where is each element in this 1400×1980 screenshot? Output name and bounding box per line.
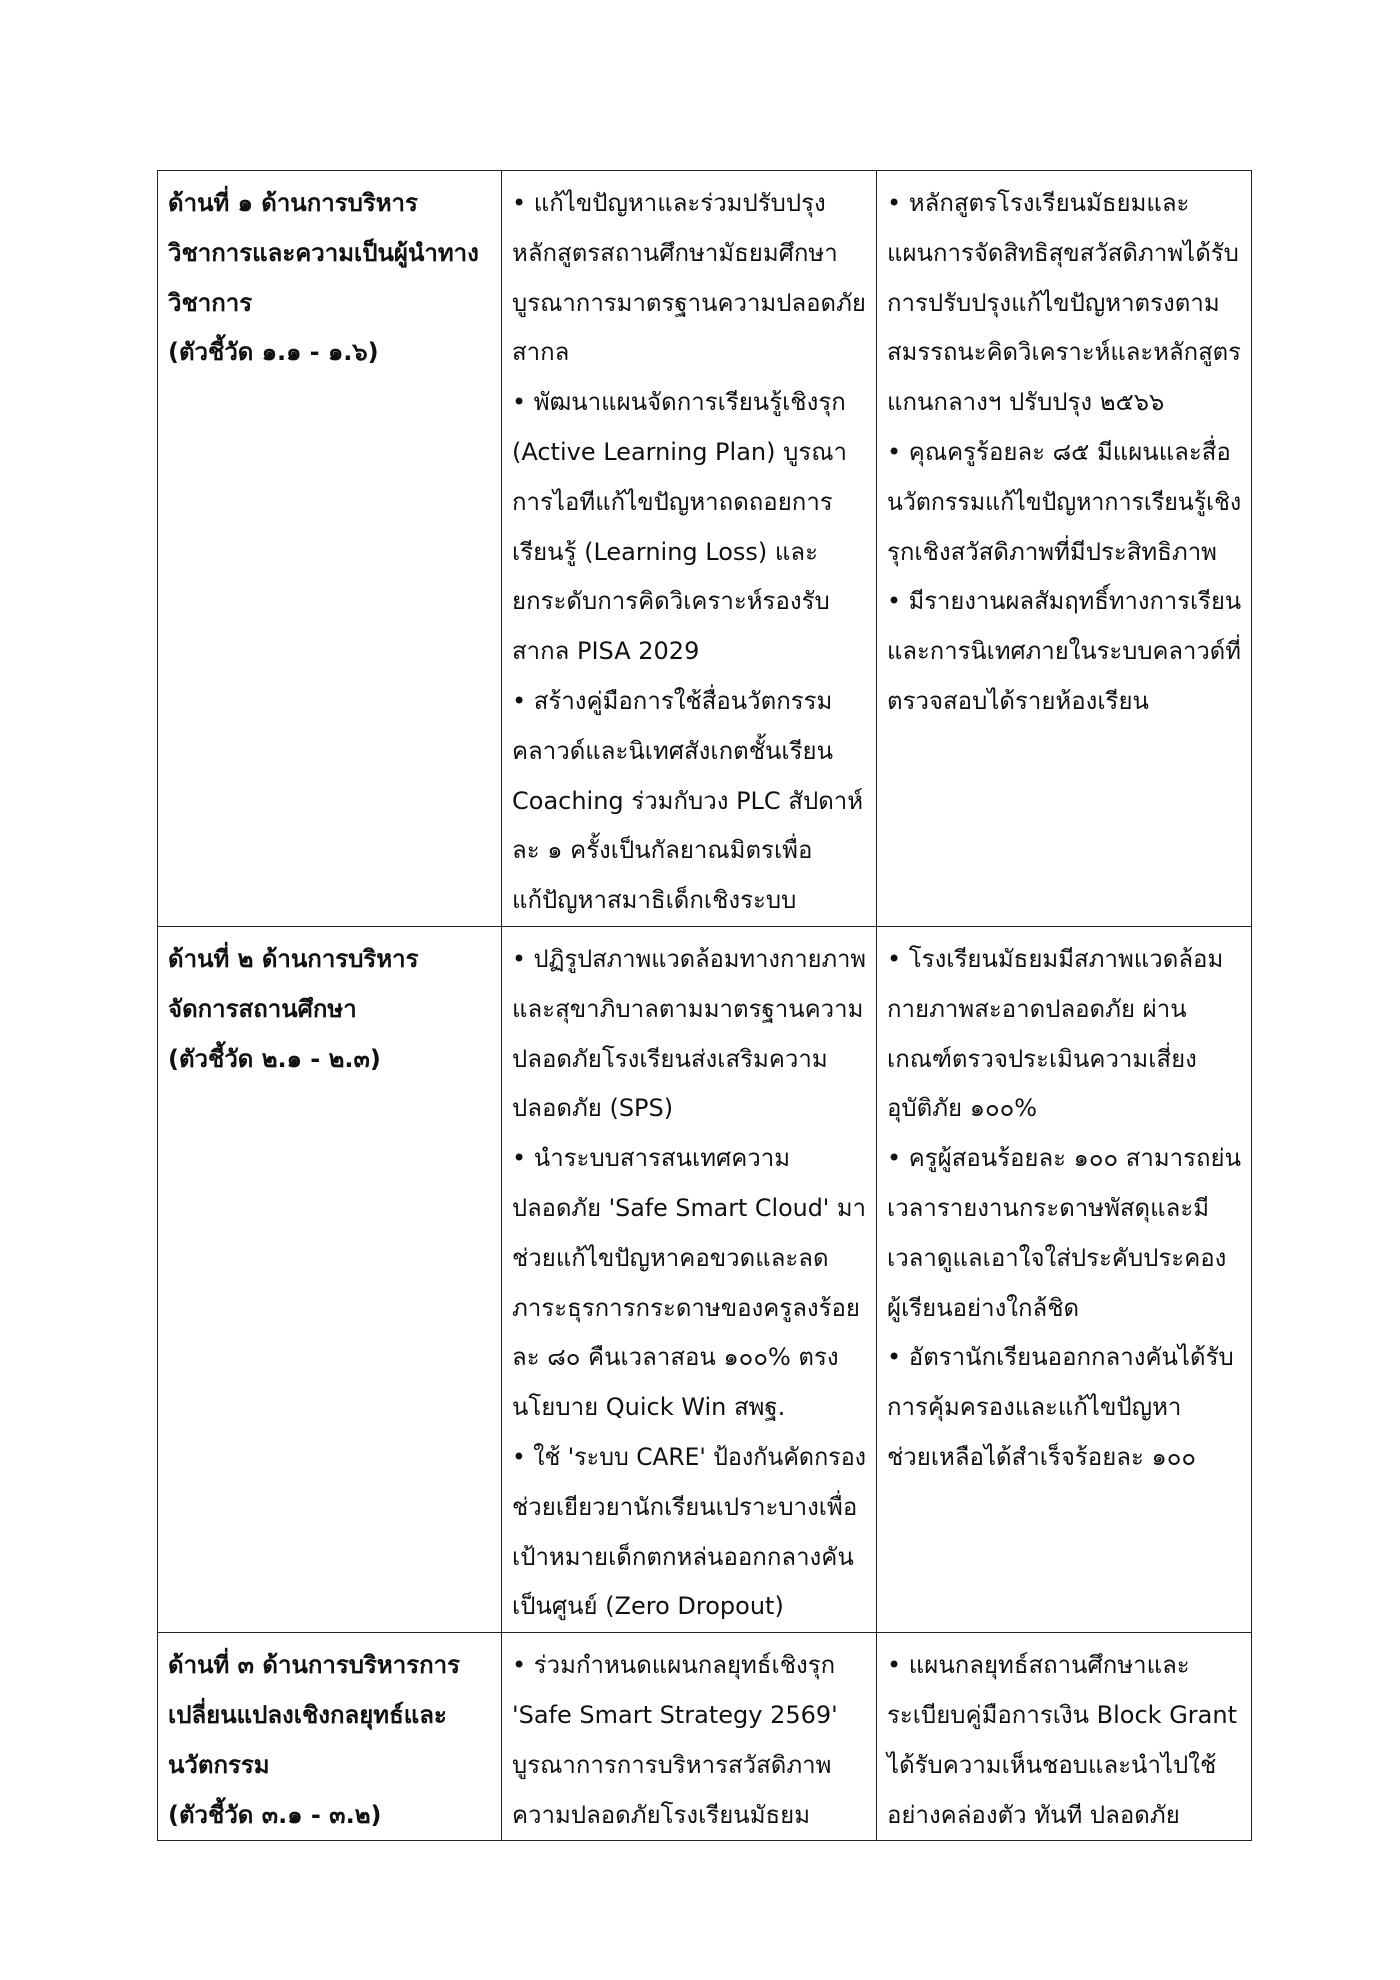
text-line: • หลักสูตรโรงเรียนมัธยมและ	[887, 189, 1190, 217]
aspect-text	[168, 935, 491, 1084]
actions-cell	[502, 926, 877, 1632]
text-line: รุกเชิงสวัสดิภาพที่มีประสิทธิภาพ	[887, 537, 1217, 566]
text-line: นโยบาย Quick Win สพฐ.	[512, 1393, 786, 1422]
aspect-text	[168, 179, 491, 378]
aspect-cell	[158, 1633, 502, 1841]
text-line: • โรงเรียนมัธยมมีสภาพแวดล้อม	[887, 944, 1224, 973]
text-line: ภาระธุรการกระดาษของครูลงร้อย	[512, 1293, 860, 1322]
text-line: ด้านที่ ๒ ด้านการบริหาร	[168, 944, 419, 973]
text-line: เรียนรู้ (Learning Loss) และ	[512, 537, 818, 566]
outcomes-cell	[877, 171, 1252, 927]
text-line: อุบัติภัย ๑๐๐%	[887, 1094, 1038, 1123]
text-line: (ตัวชี้วัด ๒.๑ - ๒.๓)	[168, 1044, 381, 1073]
text-line: 'Safe Smart Strategy 2569'	[512, 1700, 838, 1729]
text-line: และการนิเทศภายในระบบคลาวด์ที่	[887, 637, 1241, 666]
text-line: • นำระบบสารสนเทศความ	[512, 1144, 791, 1173]
text-line: เป้าหมายเด็กตกหล่นออกกลางคัน	[512, 1542, 854, 1571]
text-line: นวัตกรรม	[168, 1750, 270, 1779]
text-line: ช่วยเยียวยานักเรียนเปราะบางเพื่อ	[512, 1492, 858, 1521]
text-line: ความปลอดภัยโรงเรียนมัธยม	[512, 1800, 811, 1829]
aspect-cell	[158, 926, 502, 1632]
text-line: การปรับปรุงแก้ไขปัญหาตรงตาม	[887, 288, 1220, 317]
text-line: ช่วยเหลือได้สำเร็จร้อยละ ๑๐๐	[887, 1442, 1197, 1471]
text-line: จัดการสถานศึกษา	[168, 994, 357, 1023]
text-line: บูรณาการมาตรฐานความปลอดภัย	[512, 288, 866, 317]
outcomes-text	[887, 179, 1241, 727]
text-line: ปลอดภัย (SPS)	[512, 1094, 674, 1123]
text-line: วิชาการและความเป็นผู้นำทาง	[168, 238, 479, 267]
text-line: นวัตกรรมแก้ไขปัญหาการเรียนรู้เชิง	[887, 487, 1242, 516]
outcomes-cell	[877, 1633, 1252, 1841]
text-line: ปลอดภัย 'Safe Smart Cloud' มา	[512, 1193, 866, 1222]
table-row	[158, 926, 1252, 1632]
text-line: ตรวจสอบได้รายห้องเรียน	[887, 686, 1149, 715]
text-line: กายภาพสะอาดปลอดภัย ผ่าน	[887, 994, 1187, 1023]
text-line: ระเบียบคู่มือการเงิน Block Grant	[887, 1700, 1237, 1729]
text-line: (ตัวชี้วัด ๑.๑ - ๑.๖)	[168, 338, 379, 367]
text-line: • แผนกลยุทธ์สถานศึกษาและ	[887, 1651, 1190, 1680]
text-line: ด้านที่ ๑ ด้านการบริหาร	[168, 189, 418, 217]
table-row	[158, 171, 1252, 927]
text-line: สากล	[512, 338, 570, 367]
aspect-cell	[158, 171, 502, 927]
text-line: • สร้างคู่มือการใช้สื่อนวัตกรรม	[512, 686, 833, 715]
text-line: สมรรถนะคิดวิเคราะห์และหลักสูตร	[887, 338, 1242, 367]
text-line: ละ ๘๐ คืนเวลาสอน ๑๐๐% ตรง	[512, 1343, 839, 1372]
text-line: ด้านที่ ๓ ด้านการบริหารการ	[168, 1651, 460, 1680]
table-row	[158, 1633, 1252, 1841]
text-line: สากล PISA 2029	[512, 637, 700, 666]
text-line: เกณฑ์ตรวจประเมินความเสี่ยง	[887, 1044, 1197, 1073]
text-line: บูรณาการการบริหารสวัสดิภาพ	[512, 1750, 832, 1779]
text-line: ละ ๑ ครั้งเป็นกัลยาณมิตรเพื่อ	[512, 836, 813, 865]
text-line: เวลาดูแลเอาใจใส่ประคับประคอง	[887, 1243, 1227, 1272]
text-line: คลาวด์และนิเทศสังเกตชั้นเรียน	[512, 736, 833, 765]
text-line: หลักสูตรสถานศึกษามัธยมศึกษา	[512, 238, 838, 267]
text-line: • อัตรานักเรียนออกกลางคันได้รับ	[887, 1343, 1234, 1372]
text-line: แกนกลางฯ ปรับปรุง ๒๕๖๖	[887, 388, 1165, 417]
text-line: • คุณครูร้อยละ ๘๕ มีแผนและสื่อ	[887, 437, 1231, 466]
text-line: • ใช้ 'ระบบ CARE' ป้องกันคัดกรอง	[512, 1442, 867, 1471]
outcomes-cell	[877, 926, 1252, 1632]
text-line: • ปฏิรูปสภาพแวดล้อมทางกายภาพ	[512, 944, 867, 973]
text-line: • ครูผู้สอนร้อยละ ๑๐๐ สามารถย่น	[887, 1144, 1241, 1173]
text-line: ได้รับความเห็นชอบและนำไปใช้	[887, 1750, 1217, 1779]
text-line: • พัฒนาแผนจัดการเรียนรู้เชิงรุก	[512, 388, 846, 417]
actions-text	[512, 935, 866, 1632]
text-line: Coaching ร่วมกับวง PLC สัปดาห์	[512, 786, 864, 815]
text-line: แก้ปัญหาสมาธิเด็กเชิงระบบ	[512, 886, 797, 915]
actions-text	[512, 179, 866, 926]
text-line: • แก้ไขปัญหาและร่วมปรับปรุง	[512, 189, 826, 217]
text-line: ปลอดภัยโรงเรียนส่งเสริมความ	[512, 1044, 828, 1073]
text-line: • มีรายงานผลสัมฤทธิ์ทางการเรียน	[887, 587, 1242, 616]
actions-cell	[502, 1633, 877, 1841]
actions-text	[512, 1641, 866, 1840]
text-line: การไอทีแก้ไขปัญหาถดถอยการ	[512, 487, 833, 516]
text-line: และสุขาภิบาลตามมาตรฐานความ	[512, 994, 864, 1023]
text-line: วิชาการ	[168, 288, 253, 317]
outcomes-text	[887, 935, 1241, 1483]
outcomes-text	[887, 1641, 1241, 1840]
text-line: ยกระดับการคิดวิเคราะห์รองรับ	[512, 587, 830, 616]
aspect-text	[168, 1641, 491, 1840]
actions-cell	[502, 171, 877, 927]
text-line: เป็นศูนย์ (Zero Dropout)	[512, 1592, 784, 1621]
development-plan-table	[157, 170, 1252, 1841]
text-line: อย่างคล่องตัว ทันที ปลอดภัย	[887, 1800, 1180, 1829]
text-line: การคุ้มครองและแก้ไขปัญหา	[887, 1393, 1182, 1422]
text-line: (Active Learning Plan) บูรณา	[512, 437, 847, 466]
text-line: เปลี่ยนแปลงเชิงกลยุทธ์และ	[168, 1700, 447, 1729]
text-line: ช่วยแก้ไขปัญหาคอขวดและลด	[512, 1243, 829, 1272]
text-line: เวลารายงานกระดาษพัสดุและมี	[887, 1193, 1210, 1222]
text-line: • ร่วมกำหนดแผนกลยุทธ์เชิงรุก	[512, 1651, 836, 1680]
text-line: (ตัวชี้วัด ๓.๑ - ๓.๒)	[168, 1800, 382, 1829]
text-line: ผู้เรียนอย่างใกล้ชิด	[887, 1293, 1080, 1322]
text-line: แผนการจัดสิทธิสุขสวัสดิภาพได้รับ	[887, 238, 1239, 267]
